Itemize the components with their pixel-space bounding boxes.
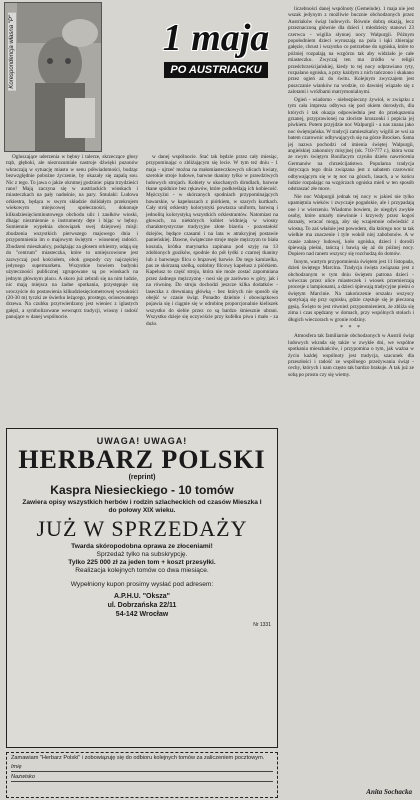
- herbarz-advertisement: [6, 428, 278, 748]
- article-column-3: [288, 6, 414, 786]
- coupon-name-label: Imię: [11, 764, 22, 770]
- ad-city: 54-142 Wrocław: [115, 611, 169, 618]
- headline-subtitle: PO AUSTRIACKU: [164, 62, 267, 78]
- ad-author: Kaspra Niesieckiego - 10 tomów: [50, 483, 234, 497]
- ad-cover: Twarda skóropodobna oprawa ze złoceniami!: [71, 543, 213, 550]
- ad-title: HERBARZ POLSKI: [18, 445, 266, 474]
- column-3-text-e: Atmosfera tak familiarnie obchodzonych w Austrii świąt ludowych wkrada się także w zwykłe dni, we wspólne spotkania mieszkańców, i przypomina o tym, jak ważna w życiu każdej wspólnoty jest tradycja, szacunek dla przeszłości i radość ze wspólnego przeżywania świąt - cechy, których i nam często tak bardzo brakuje. A tak już ze sobą po prostu czy się wiemy.: [288, 333, 414, 378]
- ad-subscription: Sprzedaż tylko na subskrypcję.: [96, 551, 188, 558]
- ad-on-sale: JUŻ W SPRZEDAŻY: [36, 516, 248, 541]
- ad-price: Tylko 225 000 zł za jeden tom + koszt przesyłki.: [68, 559, 216, 566]
- article-author: Anita Sochacka: [366, 788, 412, 796]
- coupon-name-field[interactable]: [11, 763, 273, 772]
- article-headline: [156, 18, 276, 92]
- ad-number: Nr 1331: [253, 622, 271, 628]
- ad-description: Zawiera opisy wszystkich herbów i rodzin szlacheckich od czasów Mieszka I do połowy XIX wieku.: [22, 499, 262, 514]
- coupon-surname-field[interactable]: [11, 773, 273, 782]
- column-3-text-d: Innym, wartym przypomnienia świętem jest 11 listopada, dzień świętego Marcina. Tradycja święta związana jest z obchodzonym w tym dniu świętem patrona dzieci - wówczas przez ulice miasteczek i wiosek przemierzają procesje z lampionami, a dzieci śpiewają tradycyjne pieśni o świętym Marcinie. Na zakończenie orszaku wszyscy spotykają się przy ognisku, gdzie częstuje się je pieczoną gęsią. Święto to jest również przypomnieniem, że zbliża się zima i czas spędzany w domach, przy wspólnych stołach i długich wieczorach w gronie rodziny.: [288, 258, 414, 323]
- column-3-text-c: Nie noc Walpurgii jednak tej nocy w jakieś nie tylko upamiętnia wieków i zwyczaje pogańskie, ale i przypadają one i w wierzeniu. Wiadomo bowiem, że niegdyś zwykłe osoby, które umarły niewinnie i krzywdy przez kogoś doznały, wracać mogą, aby się wzajemnie odwiedzić z wiosną. To zaś właśnie jest powodem, dla którego noc ta tak wielkie ma znaczenie i tyle wokół niej zabobonów. A w czasie zabawy ludowej, koło ogniska, dzieci i dorośli śpiewają pieśni, tańczą i bawią się aż do późnej nocy. Dopiero nad ranem wszyscy się rozchodzą do domów.: [288, 193, 414, 258]
- coupon-surname-label: Nazwisko: [11, 774, 35, 780]
- column-3-text-b: Ogień - wiadomo - niebezpieczny żywioł, w związku z tym cała impreza odbywa się pod okiem dorosłych, dla których i tak okazja odpowiednia jest do przekąszenia grzanej, przyprawionej na złociste kruszonki i popicia jej piwkiem. Potem przyjdzie noc Walpurgii - a nas znana jako noc świętojańska. W tradycji zamieszkańcy wigilii ze wsi za batem czarownic odbywających się na górze Brocken. Sama jej nazwa pochodzi od imienia świętej Walpurgii, angielskiej zakonnicy misyjnej (ok. 710-777 r.), która wraz ze swym świętym Bonifacym czyniła dzieło nawrócenia Germanów na chrześcijaństwo. Popularna tradycja dotycząca tego dnia związana jest z sabatem czarownic odbywającym się w tę noc na górach, lasach, a w końcu ludzie rozpalając na wzgórzach ogniska mieli w ten sposób odstraszać złe moce.: [288, 96, 414, 193]
- ad-attention: UWAGA! UWAGA!: [96, 436, 188, 446]
- ad-send-coupon: Wypełniony kupon prosimy wysłać pod adresem:: [70, 581, 214, 588]
- ad-release-schedule: Realizacja kolejnych tomów co dwa miesiące.: [75, 567, 209, 574]
- ad-reprint: (reprint): [128, 474, 156, 481]
- section-separator: * * *: [340, 324, 362, 331]
- coupon-text: Zamawiam "Herbarz Polski" i zobowiązuję się do odbioru kolejnych tomów za zaliczeniem pocztowym.: [11, 755, 265, 761]
- headline-title: 1 maja: [162, 17, 270, 59]
- article-photo: [4, 2, 102, 152]
- photo-caption-tag: Korespondencja własna "P": [9, 15, 15, 89]
- column-2-text: w danej wspólnocie. Stać tak będzie przez cały miesiąc, przypominając o zbliżającym się lecie. W tym też dniu - 1 maja - ujrzeć można na małomiasteczkowych ulicach kwiaty, szerokie stroje ludowe, barwne tkaniny tylko w prawdziwych ludowych strojach. Kobiety w ukochanych dirndlach, barwne tkane spódnice bez rękawów, które podkreślają ich kobiecość. Mężczyźni - w skórzanych spodniach przypominających bawarskie, w kapeluszach z piórkiem, w szarych kurtkach. Cały strój orkiestry kolorystyki powtarza uniform, barwną i jednolitą kolorystyką wszystkich orkiestrantów. Natomiast na głowach, na niektórych kobiet widnieją w wiosny charakterystyczne tradycyjne złote bizeria - pozostałość dziejów, będące czasami i na lata w atrakcyjnej postawie panieńskiej. Dawne, świąteczne stroje męże mężczyzn to biała koszula, krótka marynarka zapinana pod szyję na 13 zdobionych guzików, spodnie do pół łydki z czarnej tkaniny lub z barwnego filcu o brązowej barwie. Do tego kamizelka, pas ze skórzaną szelką, ozdobny filcowy kapelusz z piórkiem. Kapelusz to część stroju, która nie może zostać zapomniana przez żadnego mężczyznę - nosi się go zarówno w góry, jak i na równinę. Do stroju dochodzi jeszcze kilka dodatków - laseczka z drewnianą główką - bez których nie sposób się obejść w czasie świąt. Ponadto dzielnie i obowiązkowo pojawia się i ciągnie się w odrobinę proporcjonalnie kieliszek wszystko do siebie przez co są bardzo śmiesznie ubrani. Wszystko dzieje się oczywiście przy kufelku piwa i mało - za dużo.: [146, 154, 278, 327]
- article-column-1: [6, 154, 138, 424]
- ad-street: ul. Dobrzańska 22/11: [107, 602, 177, 609]
- column-1-text: Ogluszające uderzenia w bębny i talerze, skrzeczące głosy trąb, głęboki, ale niezrozumiałe nastroje dźwięki puzonów wkraczają w sytuację miastu w senu półwiadomości, budząc bezwzględnie pobożne życzenie, by okazały się zapalą sou. Nic z tego. To jawa o jakże okrutnej godzinie: piąta trzydzieści rano! Mają zaczyna się w austriackich wioskach i miasteczkach na pały nadośnie, na pary. Smulaki: Ludowa orkiestra, będąca w swym składzie dolidałym przekrojem wiekowym miejscowej społeczności, dokonuje kilkudziesięciominutowego obchodu ulic i zaułków wioski, dbając niezmiennie o instrumenty dęte i bijąc w bębny. Sumiennie wypełnia obowiązek swej dziejowej misji: zbudzenia wszystkich pierwszego majowego dnia i przypomnienia im o majowym świętym - wiosennej radości. Zbudzeni mieszkańcy, podążając za głosem orkiestry, udają się do "centrum" miasteczka, które to umiejscowione jest zazwyczaj pod kościołem, obok gospody czy najczęściej jedynego supermarketu. Wszystkie bowiem budynki użyteczności publicznej zgrupowane są po wioskach na jednym głównym placu. A skoro już zebrali się na nim ludzie, nic mają miejsca na żadne spotkania, przystępuje się uroczyście do postawienia kilkudziesięciometrowej wysokości (20-30 m) tyczki ze świerku leżącego, prostego, ociosowanego drzewa. Na czubku przytwierdzony jest wieniec z iglastych gałęzi, a symbolizowane wewnątrz tradycji, wiosny i radość panujące w danej wspólnocie.: [6, 154, 138, 321]
- column-3-text-a: liczebności danej wspólnoty (Gemeinde). 1 maja nie jest wszak jedynym z możliwie bucznie obchodzonych przez Austriaków świąt ludowych. Równie dobrą okazją, lecz przeznaczoną głównie dla dzieci i młodzieży stanowi 23 czerwca - wigilia słynnej nocy Walpurgii. Późnym popołudniem dzieci wyruszają na pola i łąki zbierając gałęzie, chrust i wszystko co potrzebne do ogniska, które to później rozpalają na wzgórzu tak aby widziało je całe miasteczko. Zwyczaj ten ma źródło w religii przedchrześcijańskiej, kiedy to tej nocy odprawiano ryty, rozpalano ogniska, a przy każdym z nich tańczono i skakano przez ogień aż do świtu. Kolejnym zwyczajem jest puszczanie wianków na wodzie, co dawniej wiązało się z zalotami i wróżbami matrymonialnymi.: [288, 6, 414, 96]
- ad-company: A.P.H.U. "Oksza": [114, 593, 170, 600]
- photo-image: [5, 3, 101, 151]
- article-column-2: [146, 154, 278, 424]
- order-coupon: [6, 752, 278, 798]
